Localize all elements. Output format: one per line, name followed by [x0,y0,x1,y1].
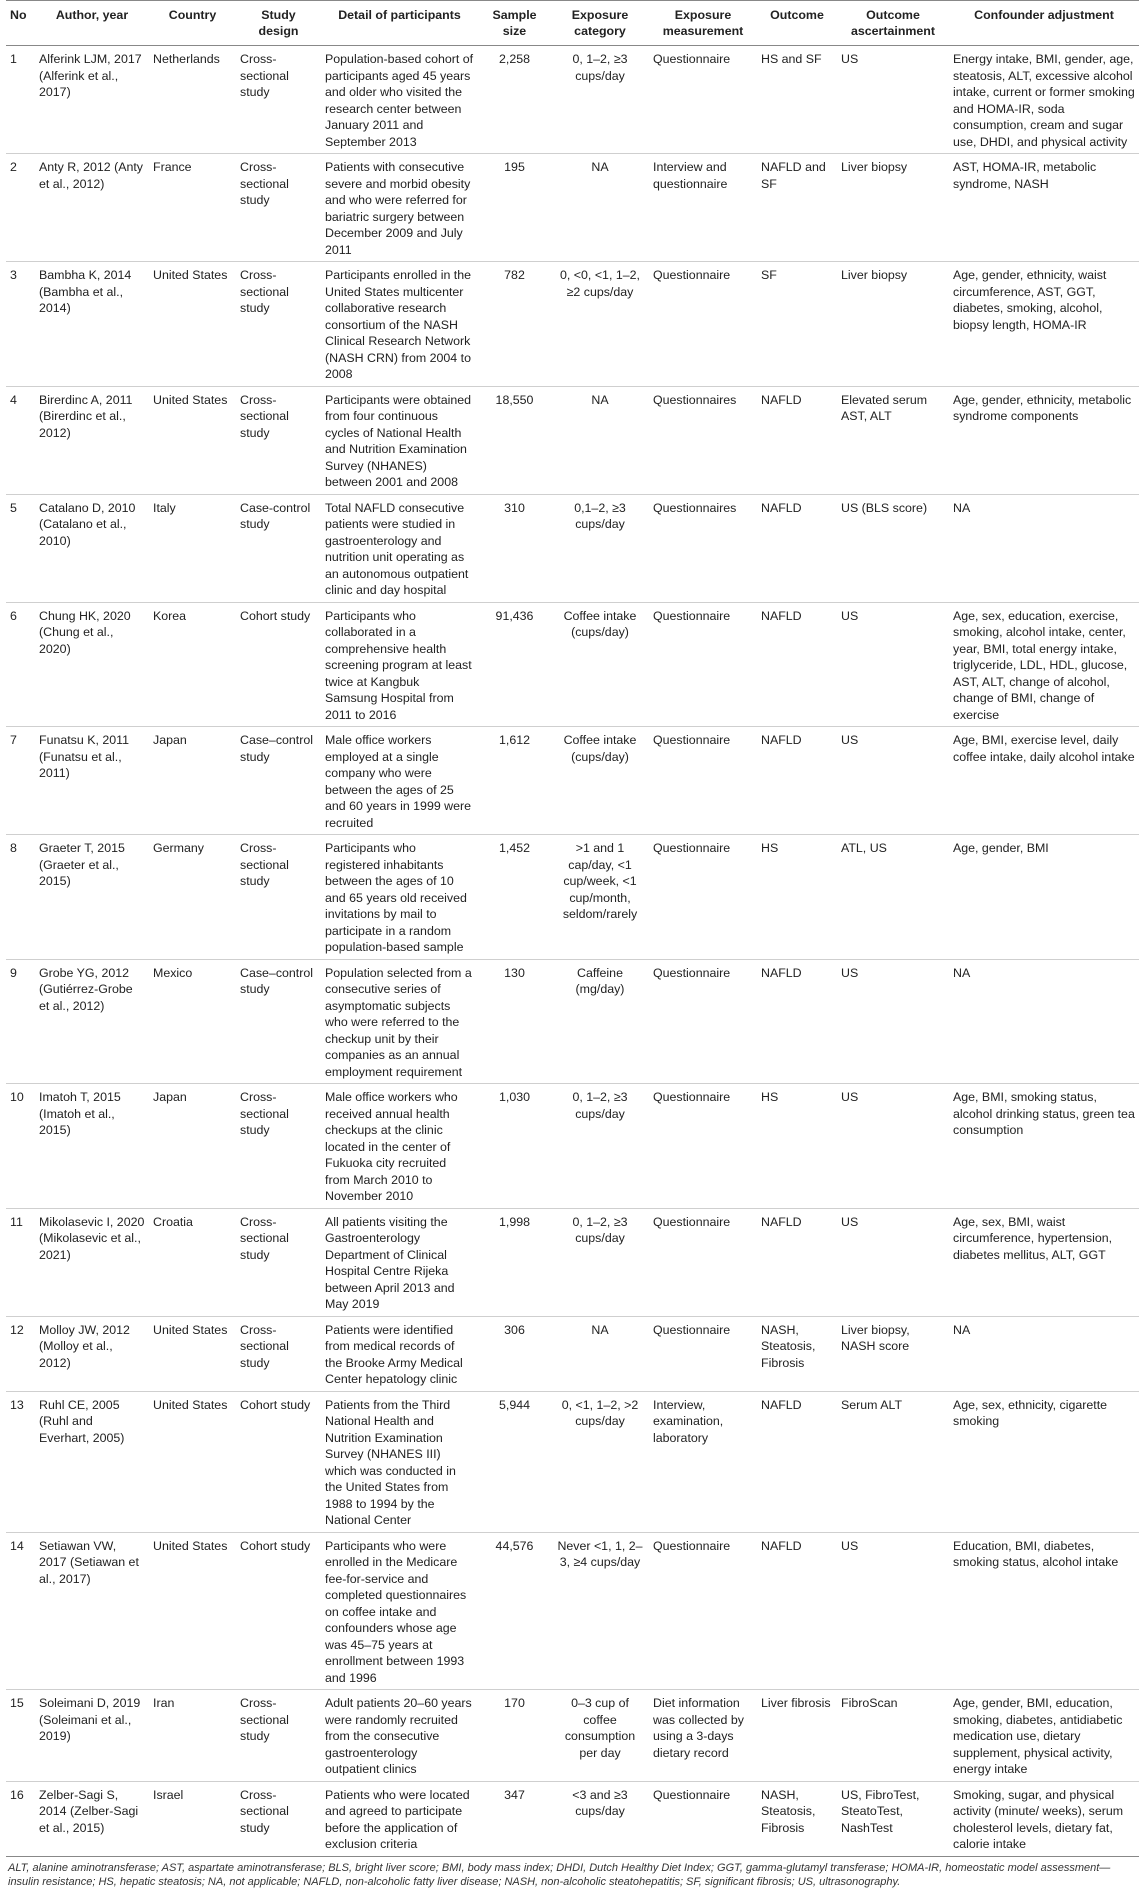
table-cell: <3 and ≥3 cups/day [551,1781,649,1856]
table-cell: 782 [478,262,551,387]
table-cell: US [837,959,949,1084]
table-cell: Japan [149,727,236,835]
column-header: No [6,1,35,46]
table-cell: 306 [478,1316,551,1391]
table-cell: Coffee intake (cups/day) [551,602,649,727]
table-cell: Age, BMI, exercise level, daily coffee intake, daily alcohol intake [949,727,1139,835]
table-cell: 5,944 [478,1391,551,1532]
column-header: Outcome ascertainment [837,1,949,46]
table-cell: Serum ALT [837,1391,949,1532]
table-cell: Smoking, sugar, and physical activity (minute/ weeks), serum cholesterol levels, dietary fat, calorie intake [949,1781,1139,1856]
table-cell: 0, <0, <1, 1–2, ≥2 cups/day [551,262,649,387]
table-row [6,46,1139,154]
table-cell: Graeter T, 2015 (Graeter et al., 2015) [35,835,149,960]
table-row [6,727,1139,835]
table-cell: Age, sex, BMI, waist circumference, hypertension, diabetes mellitus, ALT, GGT [949,1208,1139,1316]
table-cell: Case–control study [236,727,321,835]
table-cell: Cross-sectional study [236,1316,321,1391]
table-cell: Questionnaire [649,835,757,960]
table-cell: Questionnaire [649,1208,757,1316]
table-cell: Setiawan VW, 2017 (Setiawan et al., 2017) [35,1532,149,1690]
table-cell: NAFLD [757,494,837,602]
table-cell: 347 [478,1781,551,1856]
table-cell: Israel [149,1781,236,1856]
table-cell: HS and SF [757,46,837,154]
table-cell: Patients from the Third National Health and Nutrition Examination Survey (NHANES III) which was conducted in the United States from 1988 to 1994 by the National Center [321,1391,478,1532]
table-body [6,46,1139,1857]
table-cell: Germany [149,835,236,960]
table-cell: 7 [6,727,35,835]
table-cell: 4 [6,386,35,494]
table-cell: Questionnaire [649,727,757,835]
table-cell: Grobe YG, 2012 (Gutiérrez-Grobe et al., 2012) [35,959,149,1084]
table-cell: United States [149,262,236,387]
table-cell: Age, gender, BMI, education, smoking, diabetes, antidiabetic medication use, dietary supplement, physical activity, energy intake [949,1690,1139,1782]
table-cell: Questionnaire [649,46,757,154]
table-cell: 5 [6,494,35,602]
table-cell: NAFLD [757,386,837,494]
table-cell: Birerdinc A, 2011 (Birerdinc et al., 2012) [35,386,149,494]
table-cell: Anty R, 2012 (Anty et al., 2012) [35,154,149,262]
table-cell: Elevated serum AST, ALT [837,386,949,494]
table-cell: Questionnaire [649,959,757,1084]
table-cell: AST, HOMA-IR, metabolic syndrome, NASH [949,154,1139,262]
table-cell: Participants who collaborated in a comprehensive health screening program at least twice at Kangbuk Samsung Hospital from 2011 to 2016 [321,602,478,727]
table-cell: 0, 1–2, ≥3 cups/day [551,1208,649,1316]
table-cell: Funatsu K, 2011 (Funatsu et al., 2011) [35,727,149,835]
table-cell: Interview and questionnaire [649,154,757,262]
column-header: Author, year [35,1,149,46]
column-header: Exposure category [551,1,649,46]
table-cell: NA [551,386,649,494]
table-cell: US [837,727,949,835]
table-cell: 6 [6,602,35,727]
table-cell: NAFLD [757,1208,837,1316]
table-cell: NASH, Steatosis, Fibrosis [757,1316,837,1391]
table-cell: 0, <1, 1–2, >2 cups/day [551,1391,649,1532]
table-row [6,1316,1139,1391]
table-cell: Liver biopsy [837,262,949,387]
table-cell: Coffee intake (cups/day) [551,727,649,835]
table-cell: NAFLD [757,1391,837,1532]
table-cell: Netherlands [149,46,236,154]
table-cell: Questionnaires [649,494,757,602]
column-header: Study design [236,1,321,46]
table-row [6,602,1139,727]
table-cell: Mexico [149,959,236,1084]
table-row [6,835,1139,960]
table-cell: FibroScan [837,1690,949,1782]
table-row [6,1391,1139,1532]
table-row [6,1084,1139,1209]
table-cell: Cross-sectional study [236,1781,321,1856]
table-row [6,386,1139,494]
table-cell: US [837,1208,949,1316]
table-cell: Age, gender, BMI [949,835,1139,960]
table-cell: Patients were identified from medical records of the Brooke Army Medical Center hepatology clinic [321,1316,478,1391]
table-cell: Cross-sectional study [236,1084,321,1209]
table-cell: 10 [6,1084,35,1209]
table-cell: 170 [478,1690,551,1782]
table-cell: Questionnaire [649,1316,757,1391]
table-cell: Iran [149,1690,236,1782]
table-cell: NA [949,494,1139,602]
table-cell: France [149,154,236,262]
table-cell: US, FibroTest, SteatoTest, NashTest [837,1781,949,1856]
table-cell: 14 [6,1532,35,1690]
table-cell: US (BLS score) [837,494,949,602]
table-cell: SF [757,262,837,387]
table-cell: Questionnaire [649,1532,757,1690]
table-cell: United States [149,1391,236,1532]
table-cell: Bambha K, 2014 (Bambha et al., 2014) [35,262,149,387]
table-cell: Imatoh T, 2015 (Imatoh et al., 2015) [35,1084,149,1209]
table-cell: 1,998 [478,1208,551,1316]
column-header: Confounder adjustment [949,1,1139,46]
table-cell: NASH, Steatosis, Fibrosis [757,1781,837,1856]
table-cell: Participants enrolled in the United States multicenter collaborative research consortium of the NASH Clinical Research Network (NASH CRN) from 2004 to 2008 [321,262,478,387]
table-cell: Male office workers employed at a single company who were between the ages of 25 and 60 years in 1999 were recruited [321,727,478,835]
table-cell: 13 [6,1391,35,1532]
table-cell: Case–control study [236,959,321,1084]
table-cell: 91,436 [478,602,551,727]
table-cell: NAFLD [757,727,837,835]
table-cell: Patients with consecutive severe and morbid obesity and who were referred for bariatric surgery between December 2009 and July 2011 [321,154,478,262]
table-cell: Participants who registered inhabitants between the ages of 10 and 65 years old received invitations by mail to participate in a random population-based sample [321,835,478,960]
table-cell: Patients who were located and agreed to participate before the application of exclusion criteria [321,1781,478,1856]
table-cell: Questionnaire [649,1084,757,1209]
table-cell: 1,452 [478,835,551,960]
table-cell: 3 [6,262,35,387]
column-header: Sample size [478,1,551,46]
table-cell: 16 [6,1781,35,1856]
table-row [6,262,1139,387]
table-cell: Liver biopsy [837,154,949,262]
table-cell: Population-based cohort of participants aged 45 years and older who visited the research center between January 2011 and September 2013 [321,46,478,154]
table-cell: Cross-sectional study [236,1690,321,1782]
table-cell: 130 [478,959,551,1084]
table-cell: Cross-sectional study [236,386,321,494]
table-cell: Chung HK, 2020 (Chung et al., 2020) [35,602,149,727]
table-cell: 2,258 [478,46,551,154]
table-cell: All patients visiting the Gastroenterology Department of Clinical Hospital Centre Rijeka between April 2013 and May 2019 [321,1208,478,1316]
table-cell: Alferink LJM, 2017 (Alferink et al., 2017) [35,46,149,154]
table-cell: Cross-sectional study [236,835,321,960]
table-cell: HS [757,835,837,960]
table-cell: 310 [478,494,551,602]
table-cell: Interview, examination, laboratory [649,1391,757,1532]
table-cell: Population selected from a consecutive series of asymptomatic subjects who were referred to the checkup unit by their companies as an annual employment requirement [321,959,478,1084]
table-cell: Questionnaires [649,386,757,494]
table-cell: Participants were obtained from four continuous cycles of National Health and Nutrition Examination Survey (NHANES) between 2001 and 2008 [321,386,478,494]
table-cell: NAFLD [757,1532,837,1690]
column-header: Exposure measurement [649,1,757,46]
table-cell: Questionnaire [649,262,757,387]
table-cell: NAFLD [757,602,837,727]
table-cell: NAFLD [757,959,837,1084]
table-cell: Molloy JW, 2012 (Molloy et al., 2012) [35,1316,149,1391]
table-cell: 12 [6,1316,35,1391]
table-cell: Cohort study [236,602,321,727]
table-cell: Cohort study [236,1532,321,1690]
table-cell: ATL, US [837,835,949,960]
table-cell: Liver fibrosis [757,1690,837,1782]
table-cell: NA [551,154,649,262]
table-cell: 195 [478,154,551,262]
table-cell: Participants who were enrolled in the Medicare fee-for-service and completed questionnaires on coffee intake and confounders whose age was 45–75 years at enrollment between 1993 and 1996 [321,1532,478,1690]
header-row [6,1,1139,46]
table-cell: 0,1–2, ≥3 cups/day [551,494,649,602]
table-cell: 11 [6,1208,35,1316]
table-row [6,494,1139,602]
table-cell: Male office workers who received annual health checkups at the clinic located in the center of Fukuoka city recruited from March 2010 to November 2010 [321,1084,478,1209]
table-cell: Liver biopsy, NASH score [837,1316,949,1391]
column-header: Detail of participants [321,1,478,46]
table-cell: United States [149,1532,236,1690]
table-cell: NA [551,1316,649,1391]
table-cell: Mikolasevic I, 2020 (Mikolasevic et al., 2021) [35,1208,149,1316]
table-cell: Cohort study [236,1391,321,1532]
table-cell: 0, 1–2, ≥3 cups/day [551,1084,649,1209]
table-cell: Japan [149,1084,236,1209]
table-cell: >1 and 1 cap/day, <1 cup/week, <1 cup/month, seldom/rarely [551,835,649,960]
table-cell: NAFLD and SF [757,154,837,262]
table-cell: 15 [6,1690,35,1782]
table-row [6,1532,1139,1690]
table-cell: Caffeine (mg/day) [551,959,649,1084]
table-cell: 1 [6,46,35,154]
table-cell: 1,612 [478,727,551,835]
table-cell: Ruhl CE, 2005 (Ruhl and Everhart, 2005) [35,1391,149,1532]
table-cell: Korea [149,602,236,727]
table-cell: Cross-sectional study [236,154,321,262]
table-cell: Age, sex, education, exercise, smoking, alcohol intake, center, year, BMI, total energy intake, triglyceride, LDL, HDL, glucose, AST, ALT, change of alcohol, change of BMI, change of exercise [949,602,1139,727]
table-cell: Cross-sectional study [236,46,321,154]
column-header: Country [149,1,236,46]
table-cell: Cross-sectional study [236,1208,321,1316]
table-cell: Diet information was collected by using a 3-days dietary record [649,1690,757,1782]
table-cell: 8 [6,835,35,960]
table-row [6,154,1139,262]
table-cell: Catalano D, 2010 (Catalano et al., 2010) [35,494,149,602]
table-footnote: ALT, alanine aminotransferase; AST, aspartate aminotransferase; BLS, bright liver score; BMI, body mass index; DHDI, Dutch Healthy Diet Index; GGT, gamma-glutamyl transferase; HOMA-IR, homeostatic model assessment—insulin resistance; HS, hepatic steatosis; NA, not applicable; NAFLD, non-alcoholic fatty liver disease; NASH, non-alcoholic steatohepatitis; SF, significant fibrosis; US, ultrasonography. [8,1861,1111,1888]
table-cell: Zelber-Sagi S, 2014 (Zelber-Sagi et al., 2015) [35,1781,149,1856]
table-row [6,1781,1139,1856]
table-cell: NA [949,959,1139,1084]
table-cell: Age, BMI, smoking status, alcohol drinking status, green tea consumption [949,1084,1139,1209]
table-cell: United States [149,386,236,494]
table-cell: 18,550 [478,386,551,494]
table-cell: Italy [149,494,236,602]
column-header: Outcome [757,1,837,46]
table-cell: Questionnaire [649,602,757,727]
table-cell: Age, gender, ethnicity, waist circumference, AST, GGT, diabetes, smoking, alcohol, biopsy length, HOMA-IR [949,262,1139,387]
table-cell: Croatia [149,1208,236,1316]
studies-table [6,0,1139,1857]
table-cell: HS [757,1084,837,1209]
table-header [6,1,1139,46]
table-row [6,959,1139,1084]
table-cell: US [837,1084,949,1209]
table-row [6,1690,1139,1782]
table-cell: 0–3 cup of coffee consumption per day [551,1690,649,1782]
table-cell: 44,576 [478,1532,551,1690]
table-cell: US [837,1532,949,1690]
table-cell: Total NAFLD consecutive patients were studied in gastroenterology and nutrition unit operating as an autonomous outpatient clinic and day hospital [321,494,478,602]
table-cell: Adult patients 20–60 years were randomly recruited from the consecutive gastroenterology outpatient clinics [321,1690,478,1782]
table-cell: Cross-sectional study [236,262,321,387]
table-cell: Soleimani D, 2019 (Soleimani et al., 2019) [35,1690,149,1782]
table-cell: United States [149,1316,236,1391]
table-cell: Energy intake, BMI, gender, age, steatosis, ALT, excessive alcohol intake, current or former smoking and HOMA-IR, soda consumption, cream and sugar use, DHDI, and physical activity [949,46,1139,154]
table-cell: Never <1, 1, 2–3, ≥4 cups/day [551,1532,649,1690]
table-cell: US [837,46,949,154]
table-cell: 2 [6,154,35,262]
table-row [6,1208,1139,1316]
table-cell: NA [949,1316,1139,1391]
table-cell: Education, BMI, diabetes, smoking status, alcohol intake [949,1532,1139,1690]
table-cell: US [837,602,949,727]
table-cell: 9 [6,959,35,1084]
table-cell: Case-control study [236,494,321,602]
table-cell: Questionnaire [649,1781,757,1856]
table-cell: 1,030 [478,1084,551,1209]
table-cell: 0, 1–2, ≥3 cups/day [551,46,649,154]
table-cell: Age, gender, ethnicity, metabolic syndrome components [949,386,1139,494]
table-cell: Age, sex, ethnicity, cigarette smoking [949,1391,1139,1532]
